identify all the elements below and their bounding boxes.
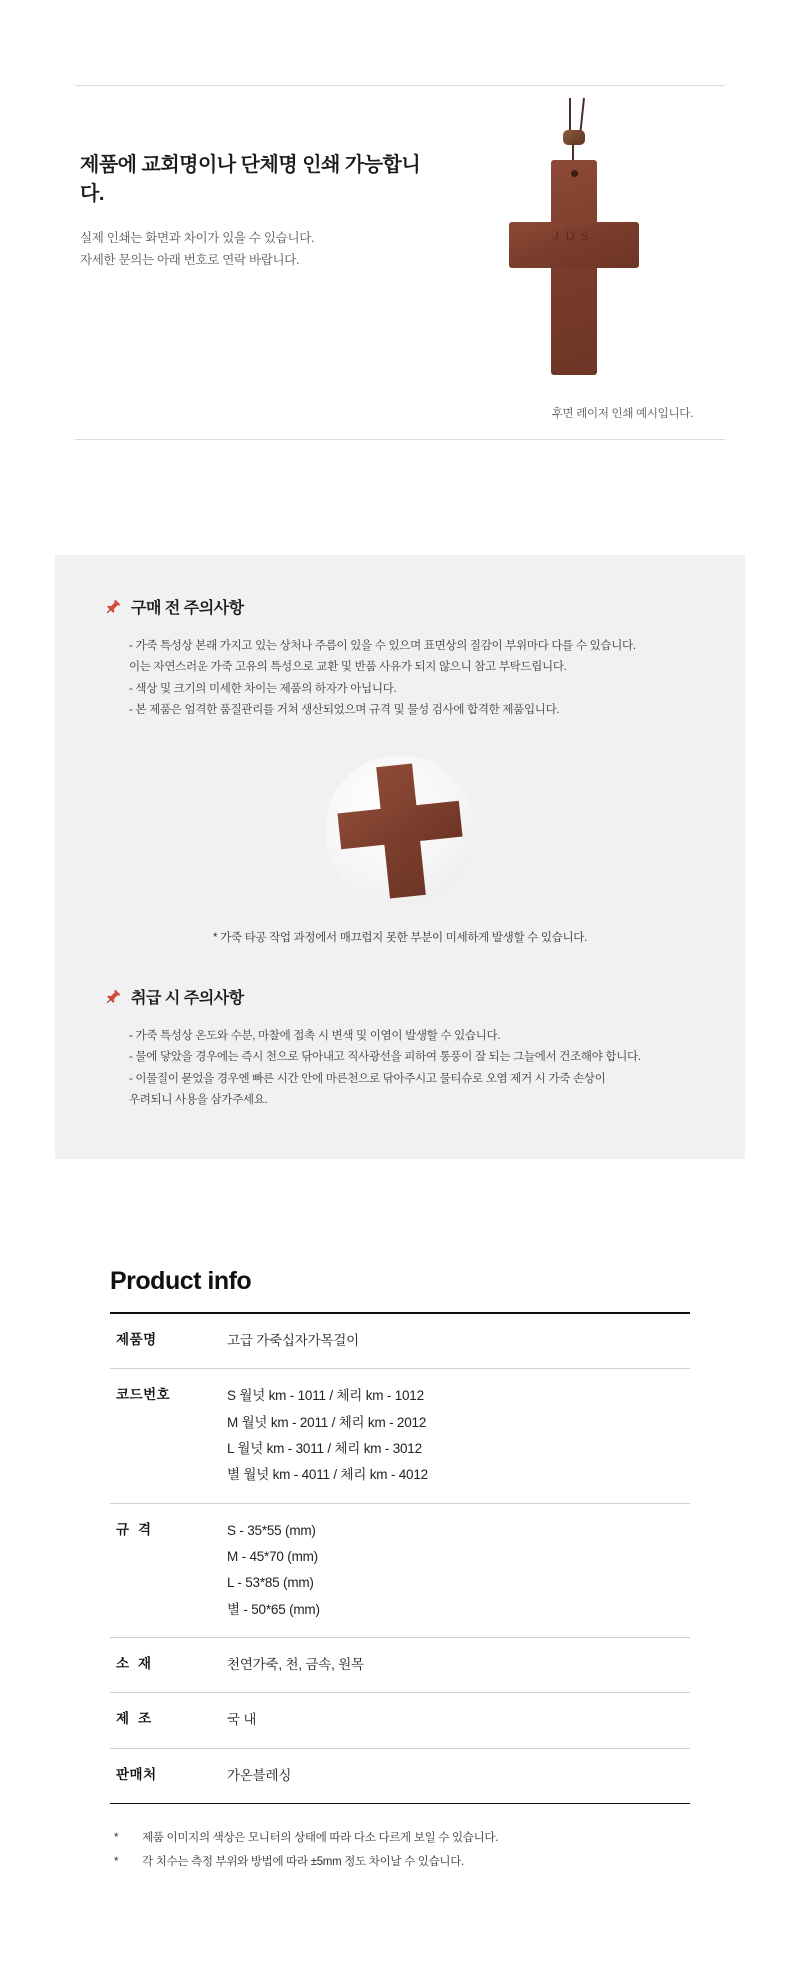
- list-item: 이는 자연스러운 가죽 고유의 특성으로 교환 및 반품 사유가 되지 않으니 참고 부탁드립니다.: [129, 661, 567, 674]
- cord-right: [579, 98, 585, 132]
- leather-cross-closeup-photo: [325, 755, 475, 905]
- handling-list: [129, 1026, 695, 1111]
- table-row: [110, 1637, 690, 1692]
- printing-notice-title: 제품에 교회명이나 단체명 인쇄 가능합니다.: [80, 154, 421, 205]
- footnotes: [110, 1826, 690, 1874]
- value-line: S - 35*55 (mm): [227, 1522, 316, 1538]
- table-row: [110, 1748, 690, 1803]
- photo-caption: * 가죽 타공 작업 과정에서 매끄럽지 못한 부분이 미세하게 발생할 수 있습니다.: [213, 932, 587, 945]
- list-item: - 이물질이 묻었을 경우엔 빠른 시간 안에 마른천으로 닦아주시고 물티슈로 오염 제거 시 가죽 손상이: [129, 1072, 606, 1085]
- row-value: [221, 1637, 690, 1692]
- product-info-table: [110, 1312, 690, 1804]
- table-row: [110, 1313, 690, 1369]
- list-item: - 가죽 특성상 온도와 수분, 마찰에 접촉 시 변색 및 이염이 발생할 수 있습니다.: [129, 1030, 501, 1043]
- row-label: 규 격: [116, 1521, 152, 1537]
- list-item: - 가죽 특성상 본래 가지고 있는 상처나 주름이 있을 수 있으며 표면상의 질감이 부위마다 다를 수 있습니다.: [129, 640, 636, 652]
- row-value: [221, 1369, 690, 1503]
- pushpin-icon: [105, 598, 122, 615]
- closeup-cross-horizontal: [337, 801, 462, 850]
- handling-heading: [105, 985, 695, 1008]
- table-row: [110, 1503, 690, 1637]
- cross-engraved-text: JDS: [554, 228, 594, 243]
- product-info-section: [0, 1267, 800, 1874]
- row-label: 판매처: [116, 1766, 157, 1782]
- footnote-marker: *: [114, 1856, 119, 1869]
- value-line: M 월넛 km - 2011 / 체리 km - 2012: [227, 1414, 427, 1430]
- value-line: M - 45*70 (mm): [227, 1549, 318, 1564]
- printing-notice-desc-line2: 자세한 문의는 아래 번호로 연락 바랍니다.: [80, 252, 300, 267]
- before-purchase-list: [129, 636, 695, 721]
- cross-pendant: [509, 160, 639, 375]
- page-title: Product info: [110, 1267, 252, 1296]
- before-purchase-title: 구매 전 주의사항: [131, 600, 244, 617]
- printing-notice-desc-line1: 실제 인쇄는 화면과 차이가 있을 수 있습니다.: [80, 231, 315, 245]
- row-value: [221, 1693, 690, 1748]
- row-label: 소 재: [116, 1655, 152, 1671]
- value-line: S 월넛 km - 1011 / 체리 km - 1012: [227, 1388, 424, 1404]
- list-item: - 색상 및 크기의 미세한 차이는 제품의 하자가 아닙니다.: [129, 682, 397, 695]
- footnote-item: [114, 1850, 690, 1874]
- value-line: L - 53*85 (mm): [227, 1575, 314, 1591]
- value-line: 고급 가죽십자가목걸이: [227, 1333, 359, 1349]
- printing-notice-text: [80, 148, 440, 272]
- pushpin-icon: [105, 988, 122, 1005]
- value-line: 별 월넛 km - 4011 / 체리 km - 4012: [227, 1467, 428, 1483]
- footnote-text: 제품 이미지의 색상은 모니터의 상태에 따라 다소 다르게 보일 수 있습니다.: [142, 1831, 499, 1844]
- table-row: [110, 1369, 690, 1503]
- table-row: [110, 1693, 690, 1748]
- list-item: - 본 제품은 엄격한 품질관리를 거쳐 생산되었으며 규격 및 물성 검사에 합격한 제품입니다.: [129, 703, 560, 716]
- row-value: [221, 1748, 690, 1803]
- footnote-marker: *: [114, 1831, 119, 1844]
- row-label: 코드번호: [116, 1387, 171, 1403]
- cord-left: [569, 98, 571, 132]
- value-line: 별 - 50*65 (mm): [227, 1601, 320, 1617]
- cross-hole: [571, 170, 578, 177]
- value-line: L 월넛 km - 3011 / 체리 km - 3012: [227, 1441, 422, 1457]
- row-value: [221, 1503, 690, 1637]
- row-label: 제 조: [116, 1711, 152, 1727]
- row-label: 제품명: [116, 1332, 157, 1348]
- cross-necklace-image: [465, 98, 695, 398]
- notice-section: [55, 555, 745, 1159]
- printing-notice-description: [80, 228, 440, 272]
- value-line: 국 내: [227, 1712, 257, 1728]
- before-purchase-heading: [105, 595, 695, 618]
- row-value: [221, 1313, 690, 1369]
- value-line: 천연가죽, 천, 금속, 원목: [227, 1656, 364, 1672]
- footnote-item: [114, 1826, 690, 1850]
- printing-example-caption: 후면 레이저 인쇄 예시입니다.: [551, 408, 693, 420]
- value-line: 가온블레싱: [227, 1767, 292, 1783]
- cord-bead: [563, 130, 585, 145]
- printing-notice-section: [75, 85, 725, 440]
- list-item: - 물에 닿았을 경우에는 즉시 천으로 닦아내고 직사광선을 피하여 통풍이 잘 되는 그늘에서 건조해야 합니다.: [129, 1051, 641, 1064]
- list-item: 우려되니 사용을 삼가주세요.: [129, 1093, 268, 1106]
- handling-title: 취급 시 주의사항: [131, 990, 244, 1008]
- footnote-text: 각 치수는 측정 부위와 방법에 따라 ±5mm 정도 차이날 수 있습니다.: [142, 1856, 464, 1869]
